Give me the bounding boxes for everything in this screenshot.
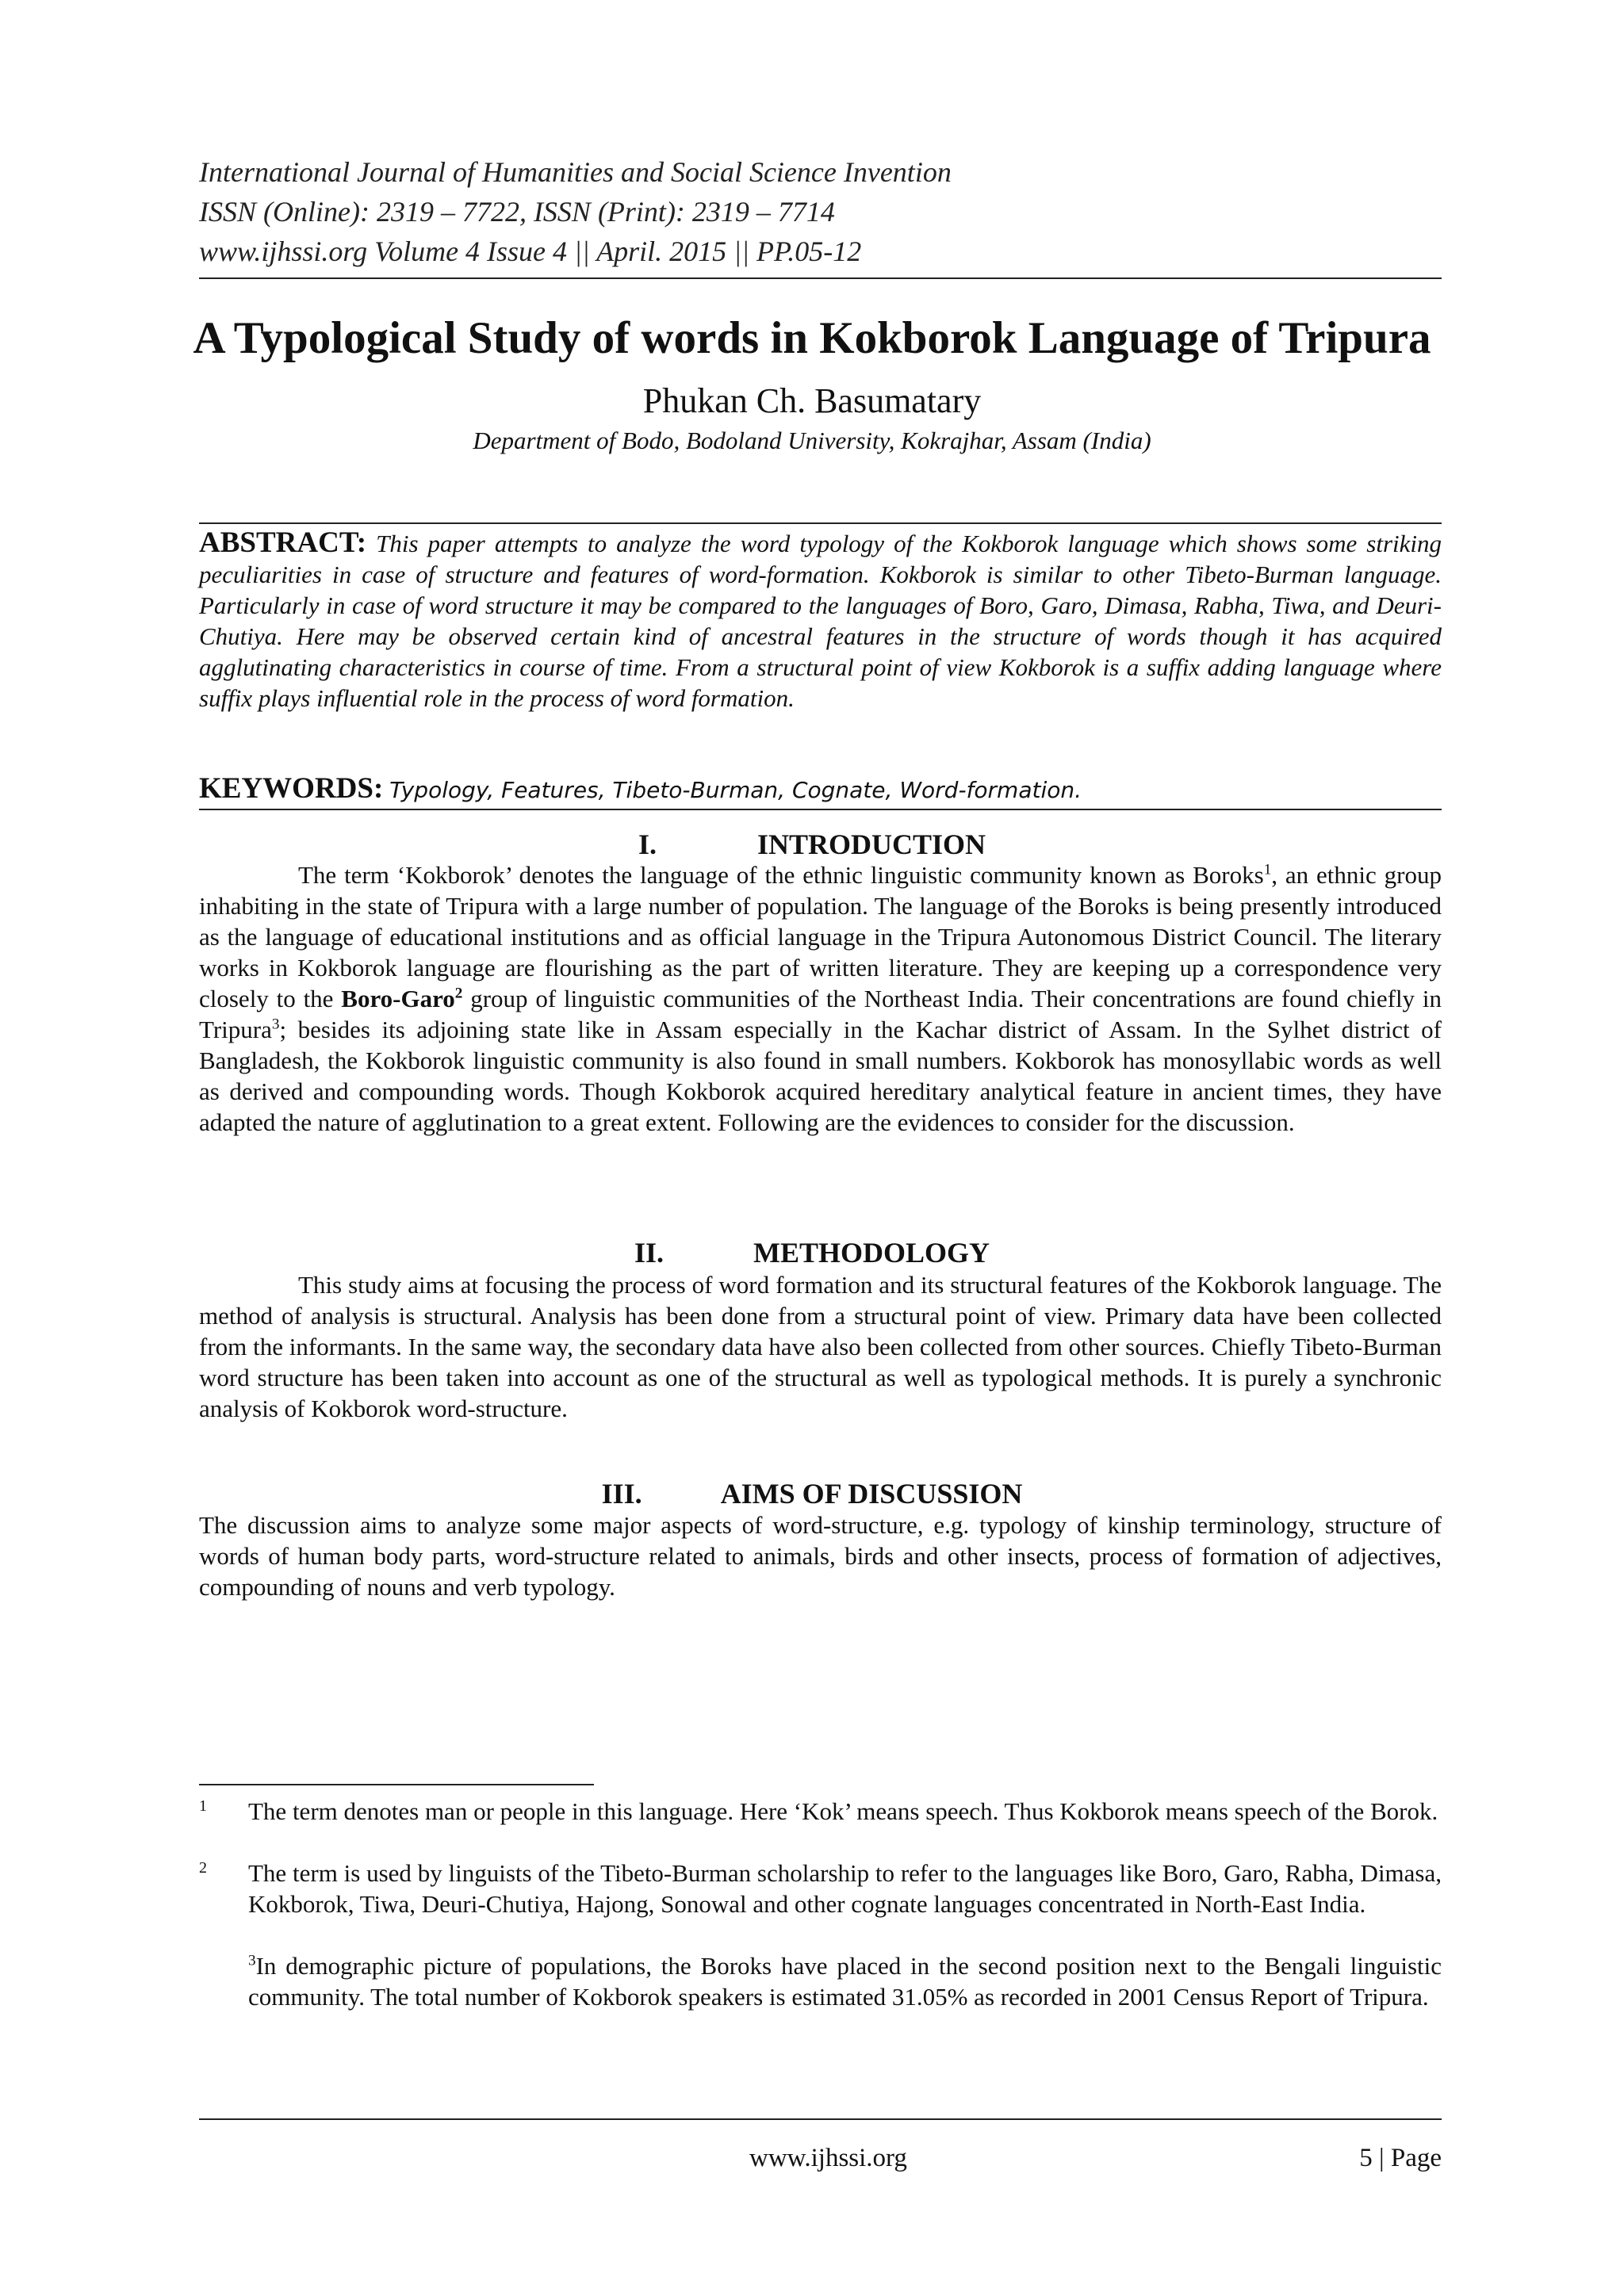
section-heading-methodology [0,1235,1624,1270]
footer-page-number: 5 | Page [1359,2144,1442,2172]
footnote-3 [199,1950,1442,2012]
footnote-ref-1: 1 [1263,861,1272,878]
footnote-ref-2: 2 [454,985,463,1002]
abstract-top-rule [199,522,1442,524]
footnote-mark: 1 [199,1797,207,1815]
keywords-label: KEYWORDS: [199,772,384,805]
section-heading-introduction [0,827,1624,862]
footnote-text: The term denotes man or people in this language. Here ‘Kok’ means speech. Thus Kokborok means speech of the Borok. [248,1797,1438,1825]
section-number: III. [601,1478,642,1510]
journal-header [199,152,1452,271]
abstract-label: ABSTRACT: [199,526,367,559]
footnote-text [248,1950,1442,2012]
journal-issn: ISSN (Online): 2319 – 7722, ISSN (Print): 2319 – 7714 [199,196,835,228]
footnote-2 [199,1858,1442,1919]
footnote-text: The term is used by linguists of the Tibeto-Burman scholarship to refer to the languages like Boro, Garo, Rabha, Dimasa, Kokborok, Tiwa, Deuri-Chutiya, Hajong, Sonowal and other cognate languages concentrated in North-East India. [248,1859,1442,1918]
intro-text-part1: The term ‘Kokborok’ denotes the language of the ethnic linguistic community known as Boroks [298,861,1264,889]
paper-title: A Typological Study of words in Kokborok Language of Tripura [193,313,1431,363]
footnote-3-text: In demographic picture of populations, the Boroks have placed in the second position next to the Bengali linguistic community. The total number of Kokborok speakers is estimated 31.05% as recorded in 2001 Census Report of Tripura. [248,1952,1442,2011]
intro-text-part3: group of linguistic communities of the Northeast India. Their concentrations are found chiefly in Tripura [199,985,1442,1043]
abstract-text: This paper attempts to analyze the word typology of the Kokborok language which shows some striking peculiarities in case of structure and features of word-formation. Kokborok is similar to other Tibeto-Burman language. Particularly in case of word structure it may be compared to the languages of Boro, Garo, Dimasa, Rabha, Tiwa, and Deuri-Chutiya. Here may be observed certain kind of ancestral features in the structure of words though it has acquired agglutinating characteristics in course of time. From a structural point of view Kokborok is a suffix adding language where suffix plays influential role in the process of word formation. [199,530,1442,712]
footer-website: www.ijhssi.org [749,2144,907,2172]
paper-author: Phukan Ch. Basumatary [642,381,982,420]
introduction-body [199,859,1442,1138]
intro-bold-term: Boro-Garo [341,985,455,1012]
section-number: I. [638,828,657,860]
paper-affiliation: Department of Bodo, Bodoland University, Kokrajhar, Assam (India) [473,427,1151,454]
footnote-mark: 2 [199,1859,207,1877]
keywords-block [199,773,1442,806]
section-heading-aims [0,1476,1624,1511]
section-title: METHODOLOGY [753,1237,990,1269]
section-title: INTRODUCTION [756,828,986,860]
methodology-text: This study aims at focusing the process of word formation and its structural features of the Kokborok language. The method of analysis is structural. Analysis has been done from a structural point of view. Primary data have been collected from the informants. In the same way, the secondary data have also been collected from other sources. Chiefly Tibeto-Burman word structure has been taken into account as one of the structural as well as typological methods. It is purely a synchronic analysis of Kokborok word-structure. [199,1271,1442,1422]
footnote-1 [199,1796,1442,1827]
footnote-ref-3: 3 [271,1016,280,1033]
journal-volume-info: www.ijhssi.org Volume 4 Issue 4 || April. 2015 || PP.05-12 [199,235,862,267]
keywords-text: Typology, Features, Tibeto-Burman, Cognate, Word-formation. [389,777,1082,803]
abstract-block [199,527,1442,714]
methodology-body [199,1269,1442,1424]
intro-text-part2: , an ethnic group inhabiting in the state of Tripura with a large number of population. The language of the Boroks is being presently introduced as the language of educational institutions and as official language in the Tripura Autonomous District Council. The literary works in Kokborok language are flourishing as the part of written literature. They are keeping up a correspondence very closely to the [199,861,1442,1012]
footer-rule [199,2118,1442,2120]
aims-body [199,1510,1442,1602]
footnote-mark: 3 [248,1952,256,1969]
section-title: AIMS OF DISCUSSION [720,1478,1023,1510]
aims-text: The discussion aims to analyze some major aspects of word-structure, e.g. typology of kinship terminology, structure of words of human body parts, word-structure related to animals, birds and other insects, process of formation of adjectives, compounding of nouns and verb typology. [199,1511,1442,1601]
keywords-bottom-rule [199,809,1442,810]
section-number: II. [634,1237,665,1269]
footnote-separator [199,1784,594,1785]
journal-name: International Journal of Humanities and Social Science Invention [199,156,952,188]
header-rule [199,277,1442,279]
intro-text-part4: ; besides its adjoining state like in Assam especially in the Kachar district of Assam. In the Sylhet district of Bangladesh, the Kokborok linguistic community is also found in small numbers. Kokborok has monosyllabic words as well as derived and compounding words. Though Kokborok acquired hereditary analytical feature in ancient times, they have adapted the nature of agglutination to a great extent. Following are the evidences to consider for the discussion. [199,1016,1442,1136]
